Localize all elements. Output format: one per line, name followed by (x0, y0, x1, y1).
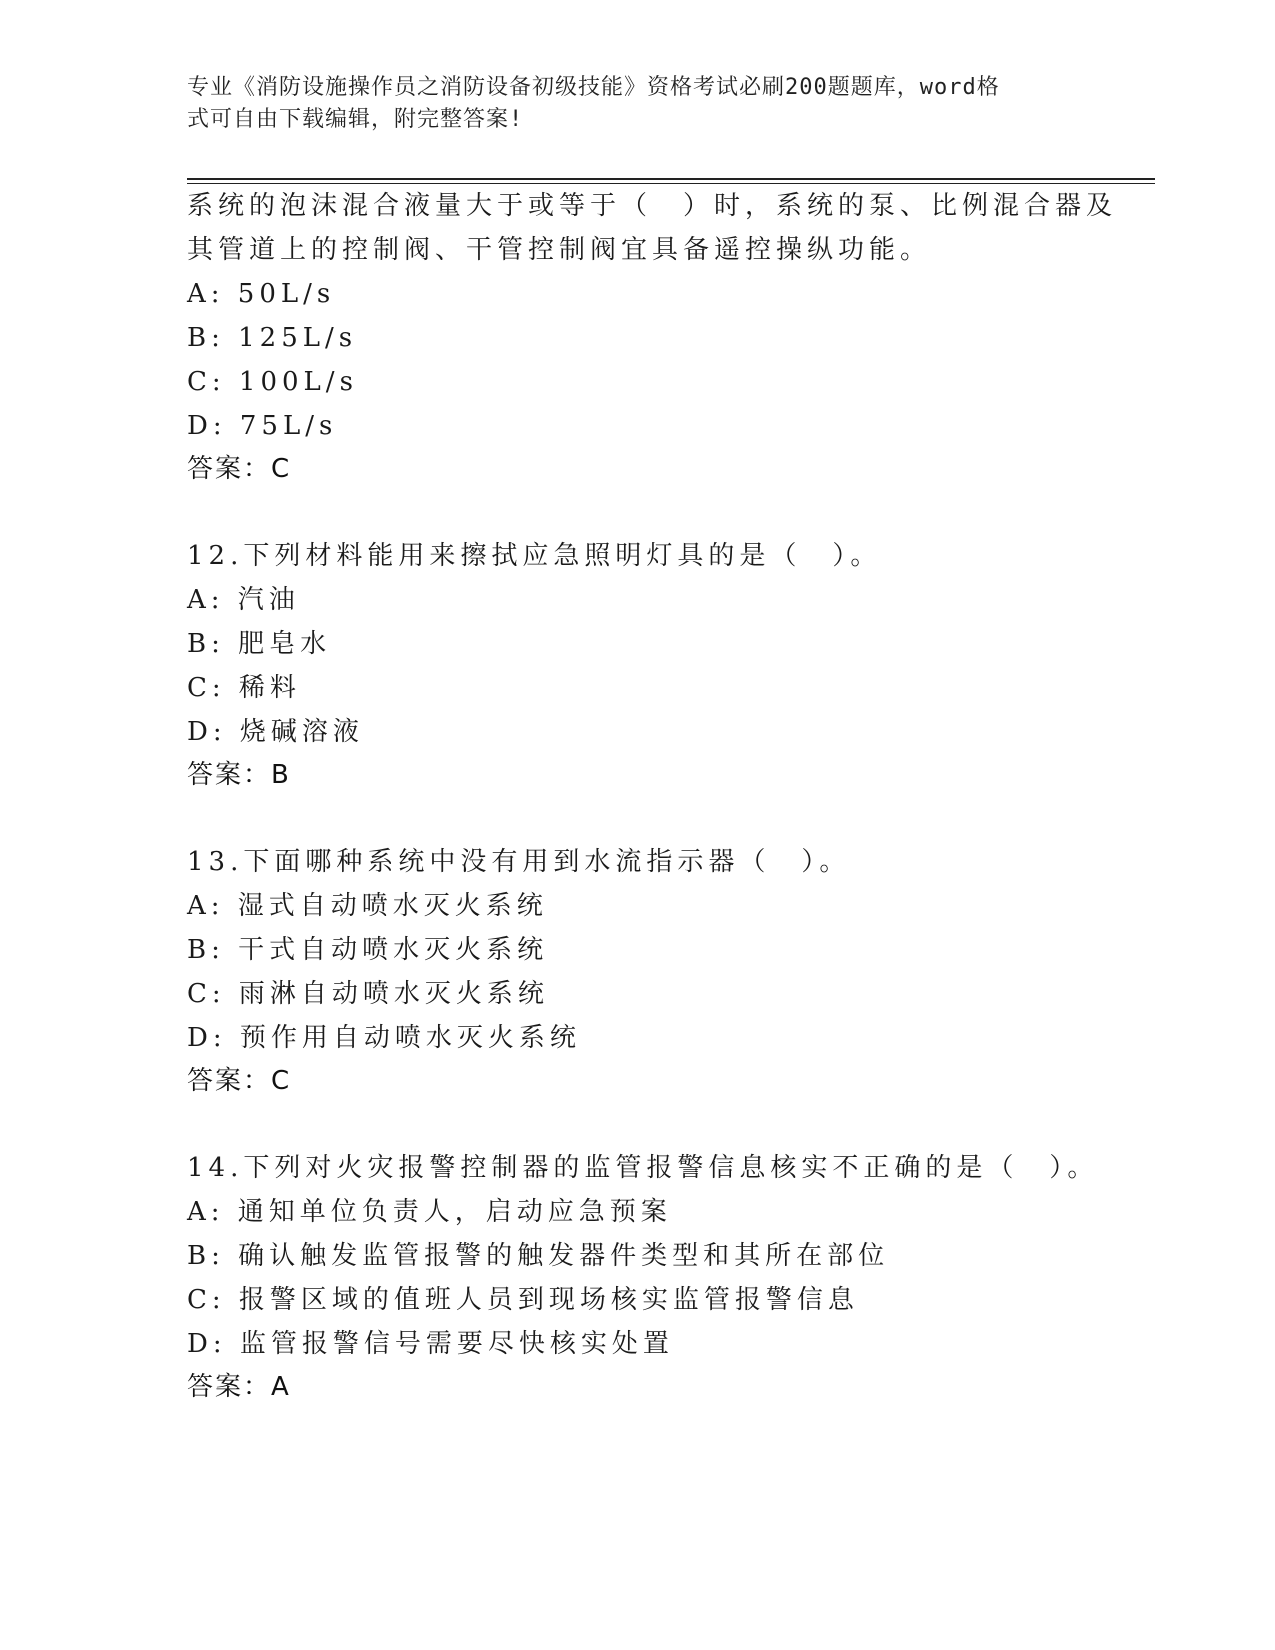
header-divider-top (187, 178, 1155, 180)
header-divider-bottom (187, 183, 1155, 184)
option-a: A: 通知单位负责人，启动应急预案 (187, 1197, 672, 1227)
option-c: C: 稀料 (187, 673, 301, 703)
answer-line: 答案：C (187, 1066, 292, 1096)
option-b: B: 125L/s (187, 323, 358, 353)
option-d: D: 预作用自动喷水灭火系统 (187, 1023, 581, 1053)
option-a: A: 湿式自动喷水灭火系统 (187, 891, 548, 921)
question-stem-line: 13.下面哪种系统中没有用到水流指示器（ ）。 (187, 847, 851, 877)
option-d: D: 烧碱溶液 (187, 717, 364, 747)
answer-line: 答案：C (187, 454, 292, 484)
answer-line: 答案：B (187, 760, 291, 790)
option-b: B: 确认触发监管报警的触发器件类型和其所在部位 (187, 1241, 890, 1271)
option-c: C: 报警区域的值班人员到现场核实监管报警信息 (187, 1285, 859, 1315)
option-a: A: 50L/s (187, 279, 336, 309)
option-d: D: 监管报警信号需要尽快核实处置 (187, 1329, 674, 1359)
question-stem-line: 14.下列对火灾报警控制器的监管报警信息核实不正确的是（ ）。 (187, 1153, 1099, 1183)
answer-line: 答案：A (187, 1372, 291, 1402)
question-stem-line: 系统的泡沫混合液量大于或等于（ ）时，系统的泵、比例混合器及 (187, 191, 1118, 221)
option-c: C: 雨淋自动喷水灭火系统 (187, 979, 549, 1009)
title-line-2: 式可自由下载编辑，附完整答案! (187, 107, 524, 132)
title-line-1: 专业《消防设施操作员之消防设备初级技能》资格考试必刷200题题库，word格 (187, 75, 1000, 100)
document-title (187, 72, 1067, 136)
question-stem-line: 12.下列材料能用来擦拭应急照明灯具的是（ ）。 (187, 541, 882, 571)
question-stem-line: 其管道上的控制阀、干管控制阀宜具备遥控操纵功能。 (187, 235, 932, 265)
option-b: B: 干式自动喷水灭火系统 (187, 935, 549, 965)
option-c: C: 100L/s (187, 367, 358, 397)
option-b: B: 肥皂水 (187, 629, 332, 659)
option-a: A: 汽油 (187, 585, 300, 615)
option-d: D: 75L/s (187, 411, 338, 441)
